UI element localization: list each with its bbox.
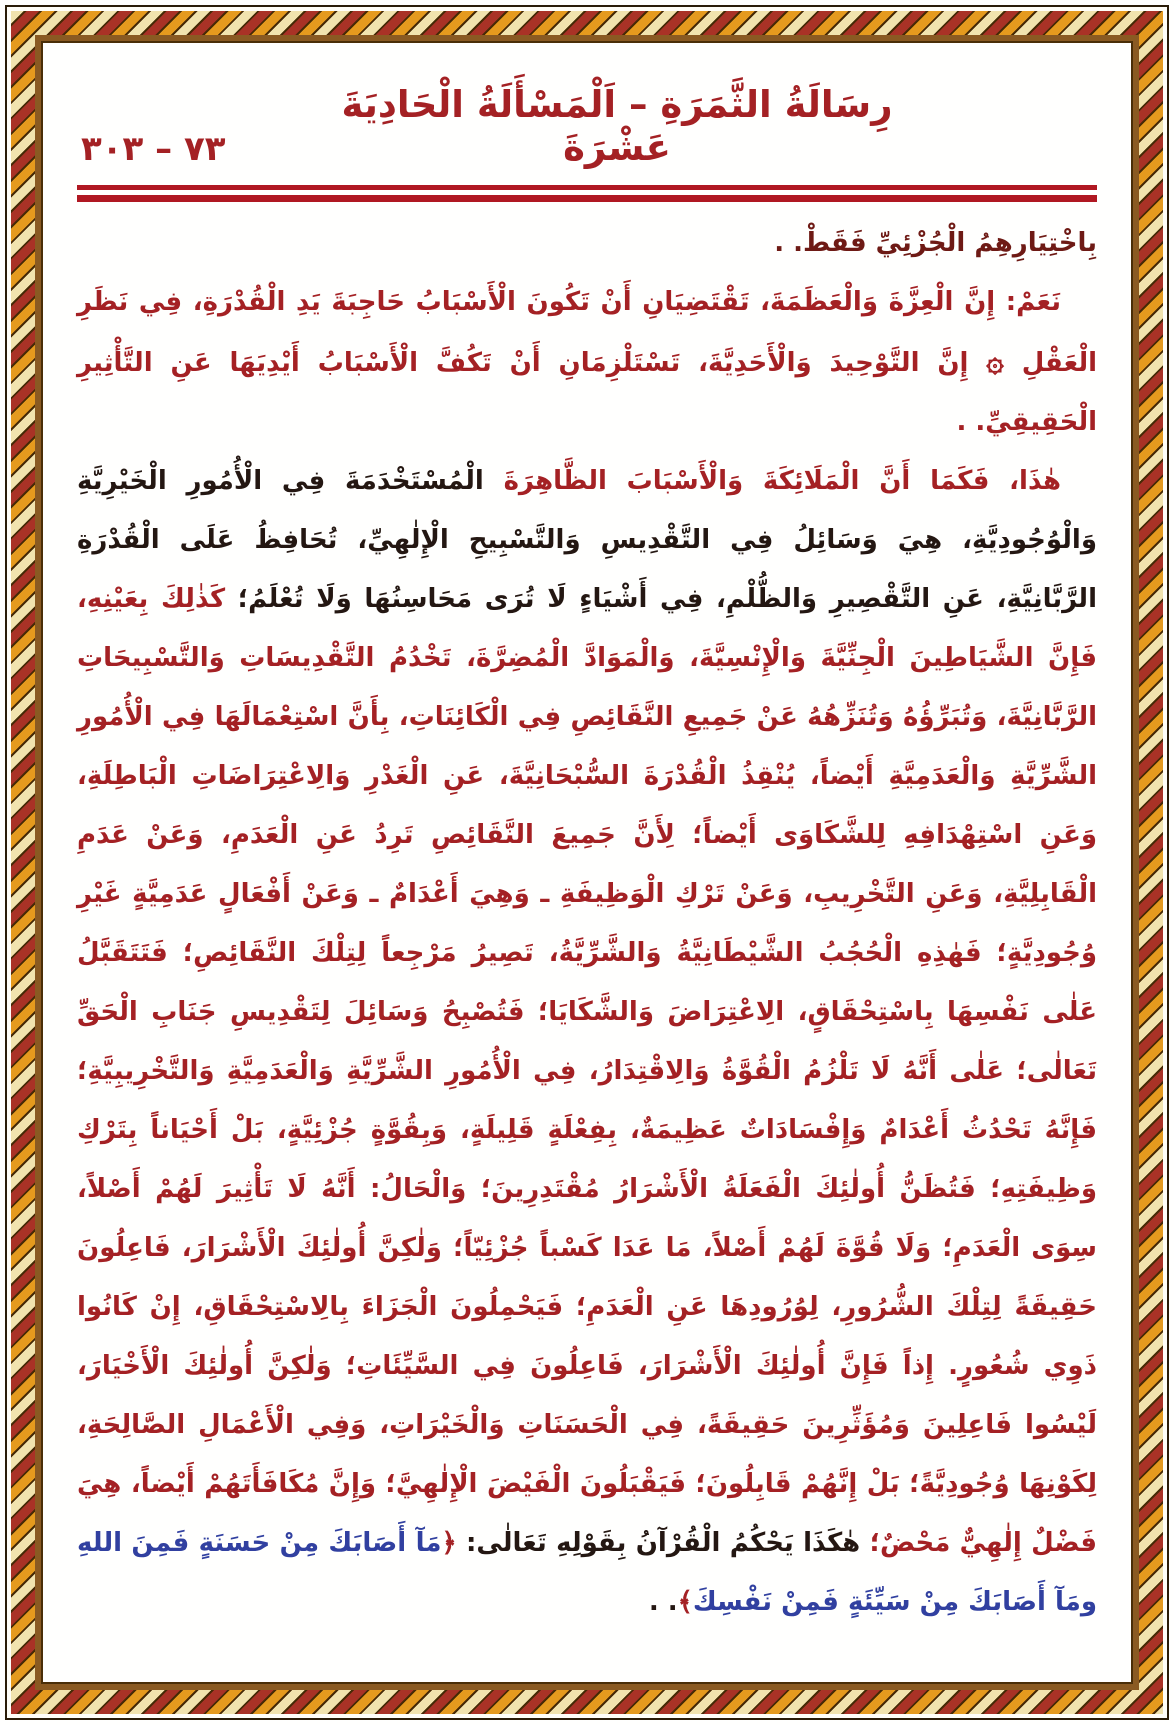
- outer-border-line: [5, 5, 1169, 1720]
- rosette-ornament-icon: ۞: [986, 344, 1004, 379]
- paragraph: [77, 452, 1097, 1632]
- quran-verse-text: مَآ أَصَابَكَ مِنْ حَسَنَةٍ فَمِنَ اللهِ ومَآ أَصَابَكَ مِنْ سَيِّئَةٍ فَمِنْ نَفْسِكَ: [77, 1528, 1097, 1617]
- divider-thick-rule: [77, 195, 1097, 202]
- decorative-chain-border: [11, 11, 1163, 1714]
- text-segment: نَعَمْ: إِنَّ الْعِزَّةَ وَالْعَظَمَةَ، تَقْتَضِيَانِ أَنْ تَكُونَ الْأَسْبَابُ حَاجِبَةَ يَدِ الْقُدْرَةِ، فِي نَظَرِ الْعَقْلِ: [77, 287, 1097, 378]
- quran-bracket-icon: ﴾: [677, 1587, 693, 1617]
- text-segment: الْمُسْتَخْدَمَةَ فِي الْأُمُورِ الْخَيْرِيَّةِ وَالْوُجُودِيَّةِ، هِيَ وَسَائِلُ فِي التَّقْدِيسِ وَالتَّسْبِيحِ الْإِلٰهِيِّ، تُحَافِظُ عَلَى الْقُدْرَةِ الرَّبَّانِيَّةِ، عَنِ التَّقْصِيرِ وَالظُّلْمِ، فِي أَشْيَاءٍ لَا تُرَى مَحَاسِنُهَا وَلَا تُعْلَمُ؛: [77, 466, 1097, 614]
- page-header: [75, 41, 1099, 169]
- header-divider: [77, 185, 1097, 202]
- quran-bracket-icon: ﴿: [441, 1528, 457, 1558]
- text-segment: إِنَّ التَّوْحِيدَ وَالْأَحَدِيَّةَ، تَسْتَلْزِمَانِ أَنْ تَكُفَّ الْأَسْبَابُ أَيْدِيَهَا عَنِ التَّأْثِيرِ الْحَقِيقِيِّ. .: [77, 348, 1097, 437]
- page-number: ٧٣ – ٣٠٣: [81, 129, 226, 169]
- page-title: رِسَالَةُ الثَّمَرَةِ – اَلْمَسْأَلَةُ الْحَادِيَةَ عَشْرَةَ: [341, 83, 893, 169]
- paragraph: [77, 214, 1097, 273]
- text-segment: بِاخْتِيَارِهِمُ الْجُزْئِيِّ فَقَطْ. .: [774, 228, 1097, 258]
- text-segment: هٰكَذَا يَحْكُمُ الْقُرْآنُ بِقَوْلِهِ تَعَالٰى:: [456, 1528, 861, 1558]
- text-segment: . .: [648, 1587, 678, 1617]
- inner-frame: [35, 35, 1139, 1690]
- paragraph: [77, 273, 1097, 452]
- text-segment: كَذٰلِكَ بِعَيْنِهِ، فَإِنَّ الشَّيَاطِينَ الْجِنِّيَّةَ وَالْإِنْسِيَّةَ، وَالْمَوَادَّ الْمُضِرَّةَ، تَخْدُمُ التَّقْدِيسَاتِ وَالتَّسْبِيحَاتِ الرَّبَّانِيَّةَ، وَتُبَرِّؤُهُ وَتُنَزِّهُهُ عَنْ جَمِيعِ النَّقَائِصِ فِي الْكَائِنَاتِ، بِأَنَّ اسْتِعْمَالَهَا فِي الْأُمُورِ الشَّرِّيَّةِ وَالْعَدَمِيَّةِ أَيْضاً، يُنْقِذُ الْقُدْرَةَ السُّبْحَانِيَّةَ، عَنِ الْغَدْرِ وَالِاعْتِرَاضَاتِ الْبَاطِلَةِ، وَعَنِ اسْتِهْدَافِهِ لِلشَّكَاوَى أَيْضاً؛ لِأَنَّ جَمِيعَ النَّقَائِصِ تَرِدُ عَنِ الْعَدَمِ، وَعَنْ عَدَمِ الْقَابِلِيَّةِ، وَعَنِ التَّخْرِيبِ، وَعَنْ تَرْكِ الْوَظِيفَةِ ـ وَهِيَ أَعْدَامٌ ـ وَعَنْ أَفْعَالٍ عَدَمِيَّةٍ غَيْرِ وُجُودِيَّةٍ؛ فَهٰذِهِ الْحُجُبُ الشَّيْطَانِيَّةُ وَالشَّرِّيَّةُ، تَصِيرُ مَرْجِعاً لِتِلْكَ النَّقَائِصِ؛ فَتَتَقَبَّلُ عَلٰى نَفْسِهَا بِاسْتِحْقَاقٍ، الِاعْتِرَاضَ وَالشَّكَايَا؛ فَتُصْبِحُ وَسَائِلَ لِتَقْدِيسِ جَنَابِ الْحَقِّ تَعَالٰى؛ عَلٰى أَنَّهُ لَا تَلْزُمُ الْقُوَّةُ وَالِاقْتِدَارُ، فِي الْأُمُورِ الشَّرِّيَّةِ وَالْعَدَمِيَّةِ وَالتَّخْرِيبِيَّةِ؛ فَإِنَّهُ تَحْدُثُ أَعْدَامٌ وَإِفْسَادَاتٌ عَظِيمَةٌ، بِفِعْلَةٍ قَلِيلَةٍ، وَبِقُوَّةٍ جُزْئِيَّةٍ، بَلْ أَحْيَاناً بِتَرْكِ وَظِيفَتِهِ؛ فَتُظَنُّ أُولٰئِكَ الْفَعَلَةُ الْأَشْرَارُ مُقْتَدِرِينَ؛ وَالْحَالُ: أَنَّهُ لَا تَأْثِيرَ لَهُمْ أَصْلاً، سِوَى الْعَدَمِ؛ وَلَا قُوَّةَ لَهُمْ أَصْلاً، مَا عَدَا كَسْباً جُزْئِيّاً؛ وَلٰكِنَّ أُولٰئِكَ الْأَشْرَارَ، فَاعِلُونَ حَقِيقَةً لِتِلْكَ الشُّرُورِ، لِوُرُودِهَا عَنِ الْعَدَمِ؛ فَيَحْمِلُونَ الْجَزَاءَ بِالِاسْتِحْقَاقِ، إِنْ كَانُوا ذَوِي شُعُورٍ. إِذاً فَإِنَّ أُولٰئِكَ الْأَشْرَارَ، فَاعِلُونَ فِي السَّيِّئَاتِ؛ وَلٰكِنَّ أُولٰئِكَ الْأَخْيَارَ، لَيْسُوا فَاعِلِينَ وَمُؤَثِّرِينَ حَقِيقَةً، فِي الْحَسَنَاتِ وَالْخَيْرَاتِ، وَفِي الْأَعْمَالِ الصَّالِحَةِ، لِكَوْنِهَا وُجُودِيَّةً؛ بَلْ إِنَّهُمْ قَابِلُونَ؛ فَيَقْبَلُونَ الْفَيْضَ الْإِلٰهِيَّ؛ وَإِنَّ مُكَافَأَتَهُمْ أَيْضاً، هِيَ فَضْلٌ إِلٰهِيٌّ مَحْضٌ؛: [77, 584, 1098, 1558]
- text-segment: هٰذَا، فَكَمَا أَنَّ الْمَلَائِكَةَ وَالْأَسْبَابَ الظَّاهِرَةَ: [483, 466, 1062, 496]
- body-text: [75, 208, 1099, 1684]
